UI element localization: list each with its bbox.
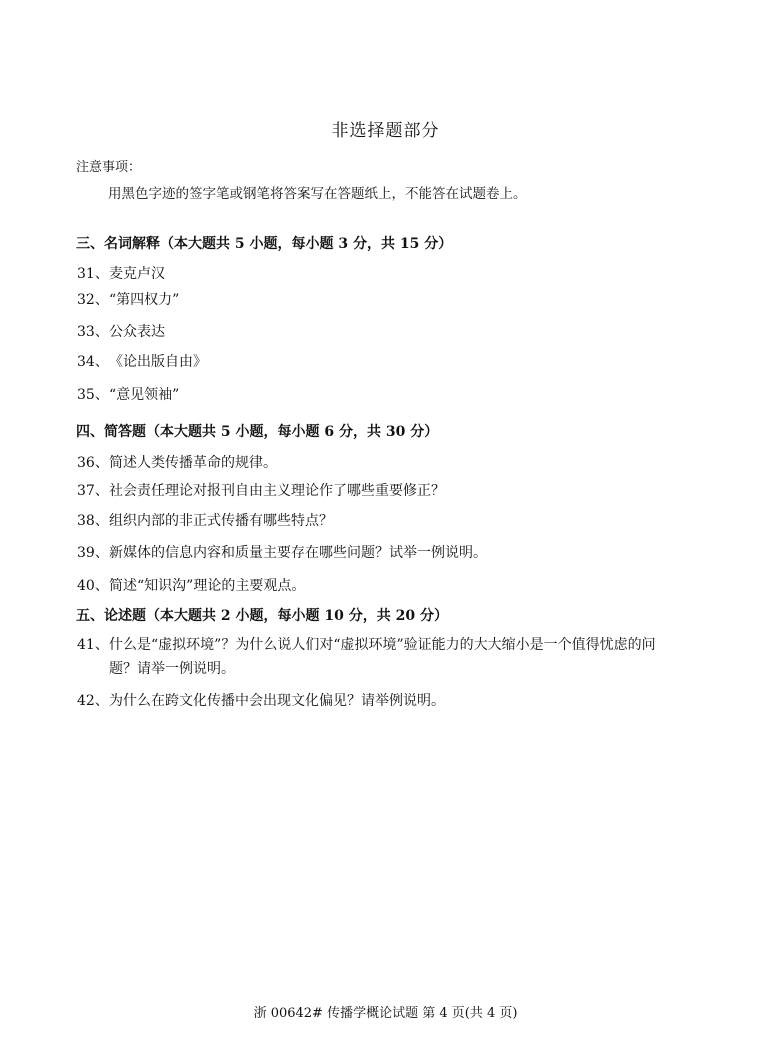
question-text: 简述人类传播革命的规律。: [109, 455, 277, 471]
section-heading-short-answer: 四、简答题（本大题共 5 小题，每小题 6 分，共 30 分）: [76, 424, 439, 440]
question-item: [77, 575, 305, 595]
question-text: “第四权力”: [109, 292, 180, 308]
notice-body: 用黑色字迹的签字笔或钢笔将答案写在答题纸上，不能答在试题卷上。: [108, 186, 527, 202]
question-item: [77, 633, 677, 681]
question-number: 31、: [77, 266, 109, 282]
question-text: “意见领袖”: [109, 387, 180, 403]
question-number: 42、: [77, 693, 109, 709]
question-number: 32、: [77, 292, 109, 308]
question-number: 38、: [77, 513, 109, 529]
question-item: [77, 452, 277, 472]
question-text: 为什么在跨文化传播中会出现文化偏见？请举例说明。: [109, 693, 445, 709]
question-item: [77, 480, 445, 500]
question-item: [77, 351, 207, 371]
question-text: 什么是“虚拟环境”？为什么说人们对“虚拟环境”验证能力的大大缩小是一个值得忧虑的问题？请举一例说明。: [109, 637, 656, 677]
question-item: [77, 321, 165, 341]
question-text: 组织内部的非正式传播有哪些特点？: [109, 513, 333, 529]
question-number: 39、: [77, 545, 109, 561]
section-heading-essay: 五、论述题（本大题共 2 小题，每小题 10 分，共 20 分）: [76, 608, 448, 624]
question-item: [77, 542, 487, 562]
question-text: 麦克卢汉: [109, 266, 165, 282]
section-heading-terms: 三、名词解释（本大题共 5 小题，每小题 3 分，共 15 分）: [76, 236, 453, 252]
page-title: 非选择题部分: [331, 121, 440, 141]
question-text: 《论出版自由》: [109, 354, 207, 370]
question-item: [77, 510, 333, 530]
question-text: 社会责任理论对报刊自由主义理论作了哪些重要修正？: [109, 483, 445, 499]
question-item: [77, 263, 165, 283]
question-text: 简述“知识沟”理论的主要观点。: [109, 578, 306, 594]
question-item: [77, 289, 179, 309]
question-number: 41、: [77, 637, 109, 653]
question-text: 公众表达: [109, 324, 165, 340]
page-footer: 浙 00642# 传播学概论试题 第 4 页(共 4 页): [253, 1006, 518, 1021]
question-number: 37、: [77, 483, 109, 499]
question-number: 40、: [77, 578, 109, 594]
question-number: 33、: [77, 324, 109, 340]
question-number: 34、: [77, 354, 109, 370]
question-text: 新媒体的信息内容和质量主要存在哪些问题？试举一例说明。: [109, 545, 487, 561]
notice-heading: 注意事项：: [76, 160, 142, 175]
question-item: [77, 690, 445, 710]
question-item: [77, 384, 179, 404]
question-number: 35、: [77, 387, 109, 403]
question-number: 36、: [77, 455, 109, 471]
